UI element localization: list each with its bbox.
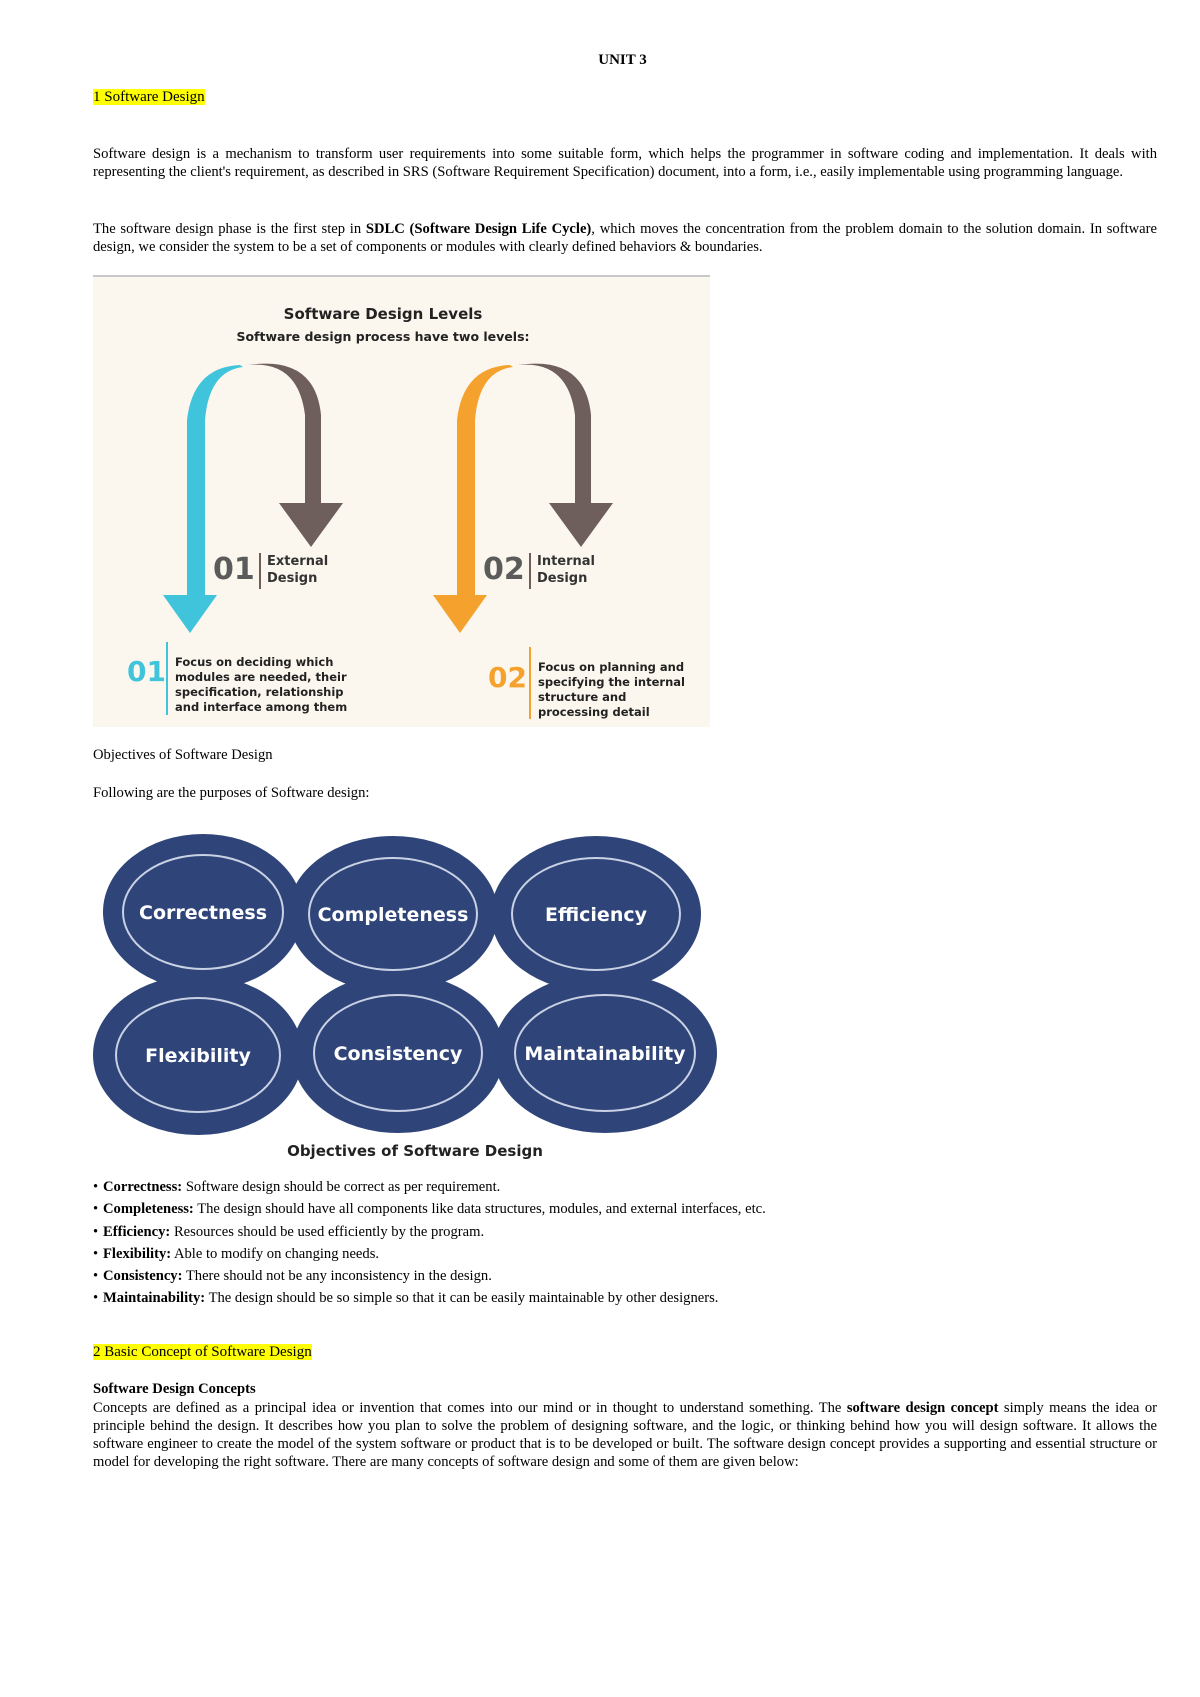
software-design-levels-figure [93,275,710,727]
external-desc-line-4: and interface among them [175,700,348,714]
list-item [93,1243,766,1265]
oval-label-maintainability: Maintainability [524,1043,686,1065]
item-term: Consistency: [103,1268,183,1285]
section-2-heading-text: 2 Basic Concept of Software Design [93,1344,312,1360]
concept-text-start: Concepts are defined as a principal idea or invention that comes into our mind or in thought to understand something. The [93,1400,847,1416]
external-label-line1: External [267,554,329,569]
objectives-heading: Objectives of Software Design [93,747,273,763]
external-desc-number: 01 [127,655,166,688]
external-desc-line-2: modules are needed, their [175,670,347,684]
item-term: Completeness: [103,1201,194,1218]
item-desc: Able to modify on changing needs. [173,1245,380,1262]
item-term: Flexibility: [103,1245,172,1262]
oval-label-consistency: Consistency [333,1043,463,1065]
section-2-heading [93,1343,312,1361]
sdlc-term: SDLC (Software Design Life Cycle) [365,221,592,237]
bullet-icon: • [93,1290,99,1307]
section-2-paragraph [93,1399,1157,1471]
list-item [93,1265,766,1287]
section-1-paragraph-1: Software design is a mechanism to transform user requirements into some suitable form, which helps the programmer in software coding and implementation. It deals with representing the client's requirement, as described in SRS (Software Requirement Specification) document, into a form, i.e., easily implementable using programming language. [93,146,1157,180]
bullet-icon: • [93,1223,99,1240]
external-desc-line-1: Focus on deciding which [175,655,334,669]
item-desc: The design should be so simple so that it can be easily maintainable by other designers. [208,1290,719,1307]
oval-label-flexibility: Flexibility [145,1045,251,1067]
external-desc-line-3: specification, relationship [175,685,344,699]
section-1-heading [93,88,205,106]
internal-desc-line-4: processing detail [538,705,650,719]
concept-term: software design concept [846,1400,999,1416]
internal-label-line1: Internal [537,554,596,569]
item-desc: Resources should be used efficiently by the program. [173,1223,485,1240]
item-desc: There should not be any inconsistency in the design. [185,1268,492,1285]
internal-desc-number: 02 [488,661,527,694]
para2-text-end: , which moves the concentration from the problem domain to the solution domain. In software design, we consider the system to be a set of components or modules with clearly defined behaviors & boundaries. [93,221,1157,255]
objectives-figure-caption: Objectives of Software Design [287,1142,543,1160]
objectives-figure [93,830,733,1165]
list-item [93,1198,766,1220]
external-number: 01 [213,552,255,587]
oval-flexibility [93,975,303,1135]
internal-number: 02 [483,552,525,587]
oval-completeness [288,836,498,992]
bullet-icon: • [93,1268,99,1285]
bullet-icon: • [93,1201,99,1218]
item-desc: The design should have all components like data structures, modules, and external interfaces, etc. [197,1201,766,1218]
section-1-paragraph-2 [93,220,1157,256]
levels-title: Software Design Levels [283,305,483,323]
section-1-heading-text: 1 Software Design [93,89,205,105]
internal-desc-line-2: specifying the internal [538,675,685,689]
oval-correctness [103,834,303,990]
levels-subtitle: Software design process have two levels: [236,329,530,344]
para2-text-start: The software design phase is the first step in [93,221,366,237]
concept-text-end: simply means the idea or principle behind the design. It describes how you plan to solve the problem of designing software, and the logic, or thinking behind how you will design software. It allows the software engineer to create the model of the system software or product that is to be developed or built. The software design concept provides a supporting and essential structure or model for developing the right software. There are many concepts of software design and some of them are given below: [93,1400,1157,1470]
section-2-subheading: Software Design Concepts [93,1381,256,1397]
item-desc: Software design should be correct as per requirement. [185,1179,501,1195]
item-term: Efficiency: [103,1223,171,1240]
oval-consistency [292,973,504,1133]
list-item [93,1221,766,1243]
oval-maintainability [493,973,717,1133]
internal-desc-line-3: structure and [538,690,627,704]
list-item [93,1287,766,1309]
objectives-list [93,1176,766,1310]
objectives-intro: Following are the purposes of Software design: [93,785,370,801]
item-term: Maintainability: [103,1290,206,1307]
oval-efficiency [491,836,701,992]
external-label-line2: Design [267,571,318,586]
internal-label-line2: Design [537,571,588,586]
oval-label-completeness: Completeness [317,904,469,926]
item-term: Correctness: [103,1179,183,1195]
unit-title: UNIT 3 [598,52,647,68]
list-item [93,1176,766,1198]
oval-label-correctness: Correctness [139,902,267,924]
bullet-icon: • [93,1245,99,1262]
internal-desc-line-1: Focus on planning and [538,660,685,674]
oval-label-efficiency: Efficiency [544,904,648,926]
bullet-icon: • [93,1179,99,1195]
